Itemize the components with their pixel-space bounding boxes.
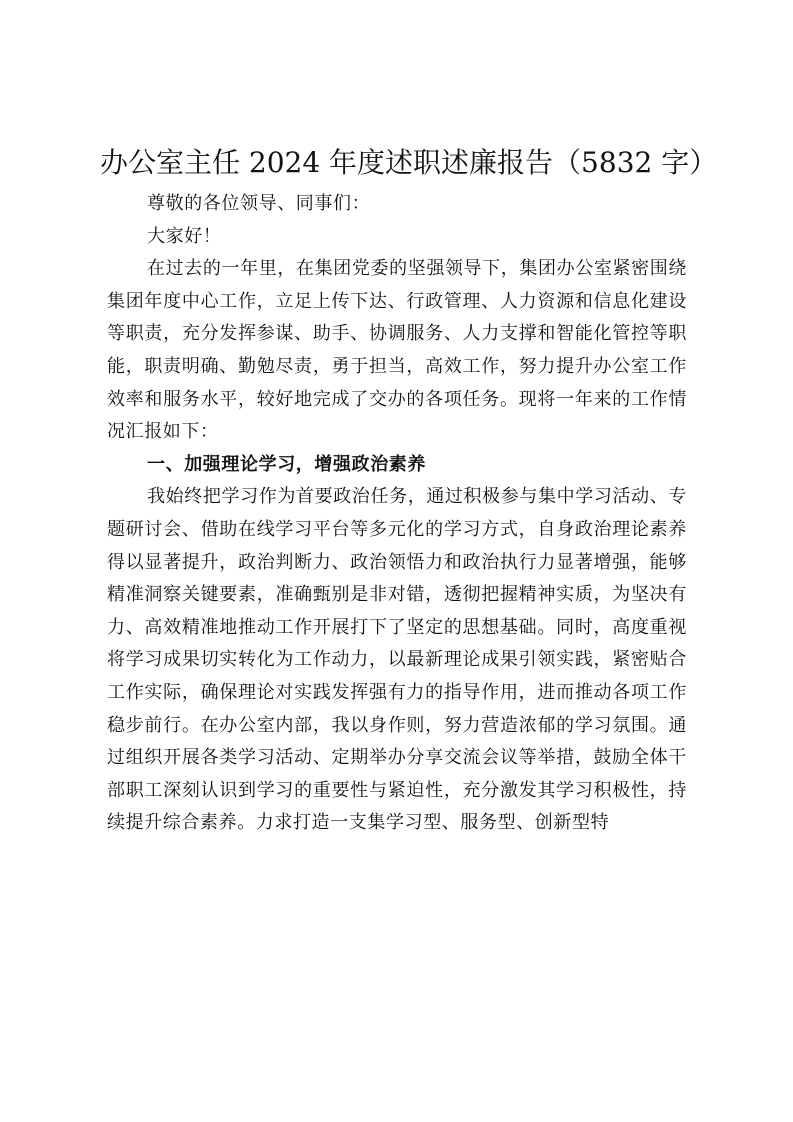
- intro-paragraph: 在过去的一年里，在集团党委的坚强领导下，集团办公室紧密围绕集团年度中心工作，立足上传下达、行政管理、人力资源和信息化建设等职责，充分发挥参谋、助手、协调服务、人力支撑和智能化管控等职能，职责明确、勤勉尽责，勇于担当，高效工作，努力提升办公室工作效率和服务水平，较好地完成了交办的各项任务。现将一年来的工作情况汇报如下：: [107, 258, 687, 443]
- salutation: 尊敬的各位领导、同事们：: [147, 193, 371, 214]
- document-body: [107, 188, 687, 840]
- section-paragraph-1: 我始终把学习作为首要政治任务，通过积极参与集中学习活动、专题研讨会、借助在线学习平台等多元化的学习方式，自身政治理论素养得以显著提升，政治判断力、政治领悟力和政治执行力显著增强，能够精准洞察关键要素，准确甄别是非对错，透彻把握精神实质，为坚决有力、高效精准地推动工作开展打下了坚定的思想基础。同时，高度重视将学习成果切实转化为工作动力，以最新理论成果引领实践，紧密贴合工作实际，确保理论对实践发挥强有力的指导作用，进而推动各项工作稳步前行。在办公室内部，我以身作则，努力营造浓郁的学习氛围。通过组织开展各类学习活动、定期举办分享交流会议等举措，鼓励全体干部职工深刻认识到学习的重要性与紧迫性，充分激发其学习积极性，持续提升综合素养。力求打造一支集学习型、服务型、创新型特: [107, 486, 687, 834]
- section-heading-1: 一、加强理论学习，增强政治素养: [147, 453, 426, 475]
- greeting: 大家好！: [147, 225, 222, 247]
- document-title: 办公室主任 2024 年度述职述廉报告（5832 字）: [100, 146, 718, 179]
